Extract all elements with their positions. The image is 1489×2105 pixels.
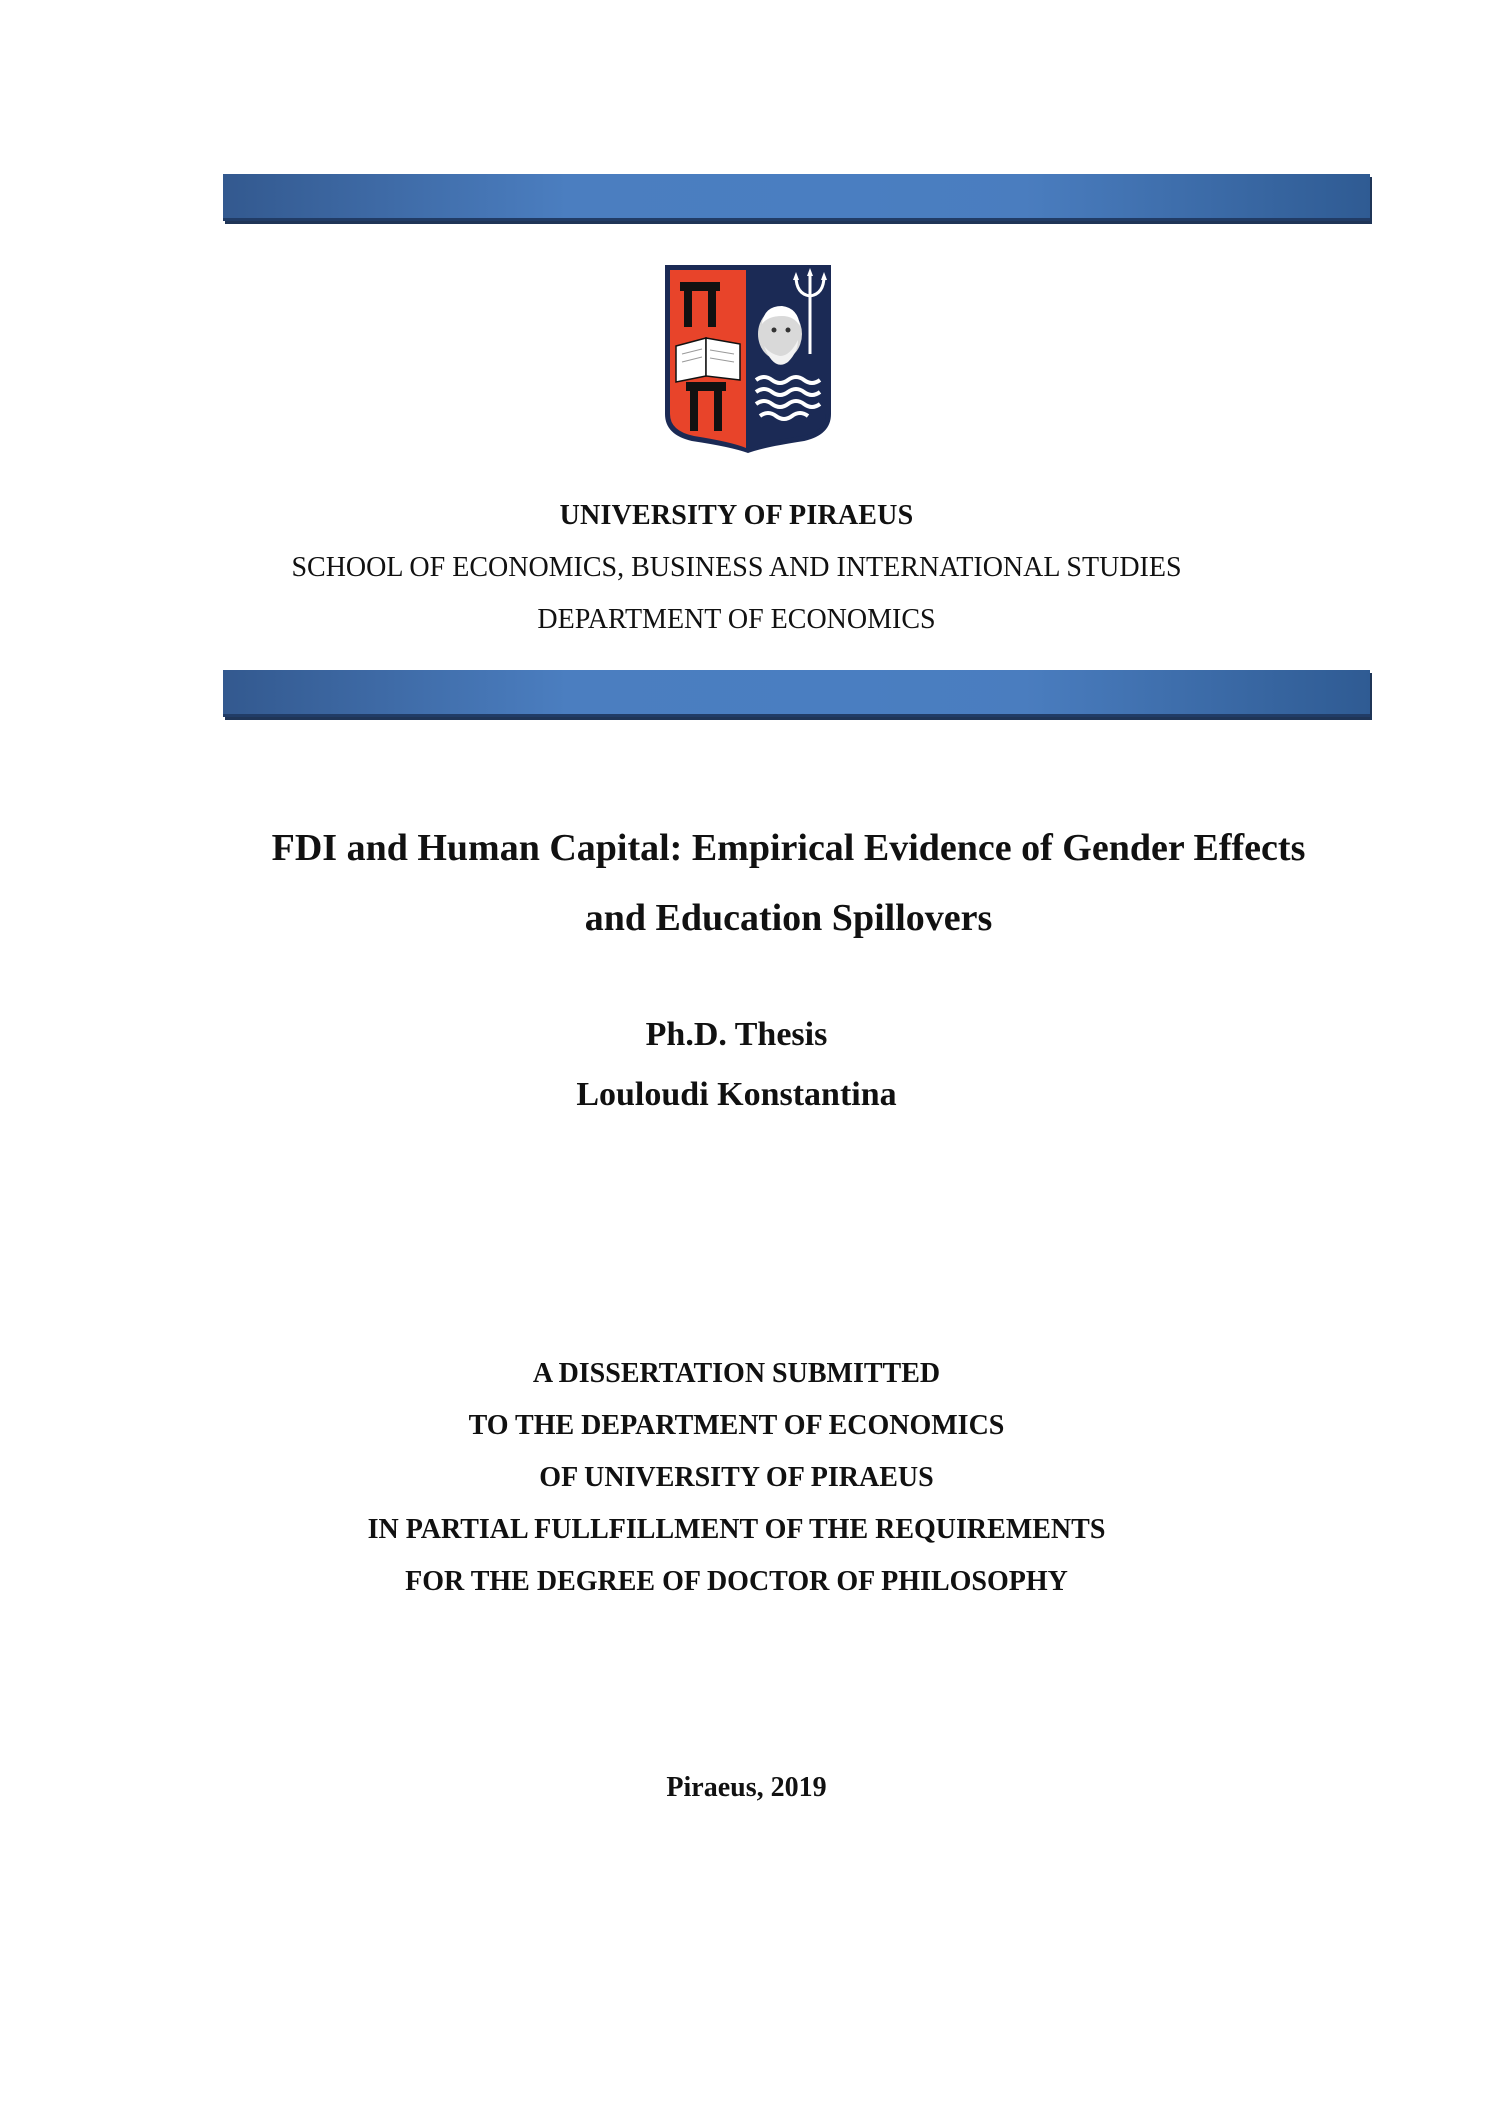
submission-line-3: OF UNIVERSITY OF PIRAEUS bbox=[539, 1462, 934, 1493]
thesis-title-line-2: and Education Spillovers bbox=[584, 897, 993, 939]
submission-line-5: FOR THE DEGREE OF DOCTOR OF PHILOSOPHY bbox=[405, 1566, 1068, 1597]
university-name: UNIVERSITY OF PIRAEUS bbox=[559, 500, 914, 531]
author-name: Louloudi Konstantina bbox=[576, 1076, 897, 1113]
department-name: DEPARTMENT OF ECONOMICS bbox=[537, 604, 936, 635]
thesis-title-line-1: FDI and Human Capital: Empirical Evidence of Gender Effects bbox=[271, 827, 1306, 869]
thesis-type: Ph.D. Thesis bbox=[645, 1016, 828, 1053]
submission-line-4: IN PARTIAL FULLFILLMENT OF THE REQUIREMENTS bbox=[367, 1514, 1106, 1545]
submission-line-1: A DISSERTATION SUBMITTED bbox=[532, 1358, 941, 1389]
header-decorative-bar-top bbox=[223, 174, 1370, 221]
submission-line-2: TO THE DEPARTMENT OF ECONOMICS bbox=[468, 1410, 1005, 1441]
place-and-year: Piraeus, 2019 bbox=[666, 1772, 827, 1803]
header-decorative-bar-bottom bbox=[223, 670, 1370, 717]
school-name: SCHOOL OF ECONOMICS, BUSINESS AND INTERNATIONAL STUDIES bbox=[291, 552, 1182, 583]
university-crest-icon bbox=[664, 264, 832, 454]
